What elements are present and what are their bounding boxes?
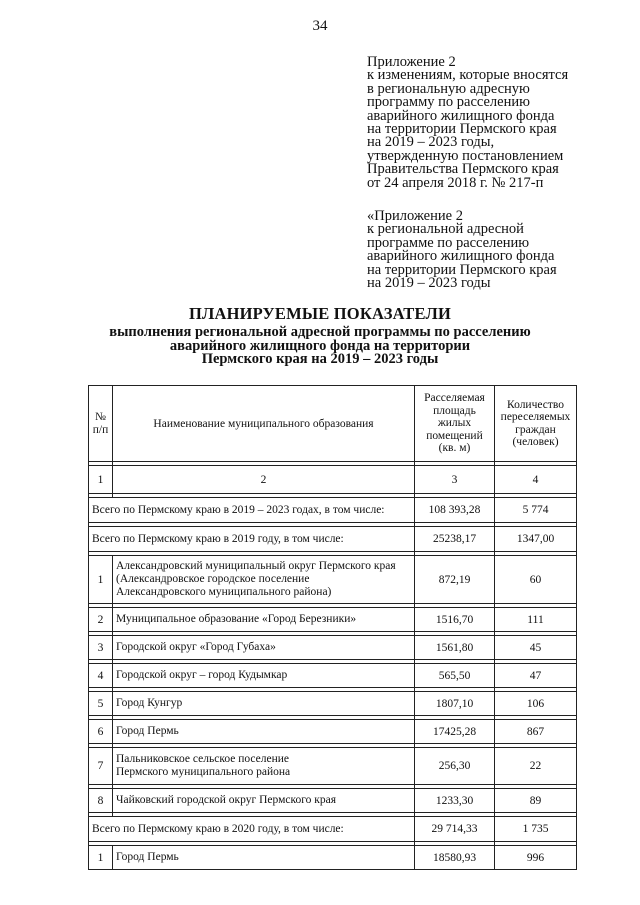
row-people: 89: [495, 789, 577, 813]
row-people: 867: [495, 720, 577, 744]
row-area: 17425,28: [415, 720, 495, 744]
row-num: 1: [89, 846, 113, 870]
annex-quote-line: программе по расселению: [367, 234, 530, 251]
column-number: 4: [495, 466, 577, 494]
total-people: 5 774: [495, 498, 577, 523]
row-people: 47: [495, 664, 577, 688]
table-header-row: [89, 386, 577, 462]
row-num: 6: [89, 720, 113, 744]
total-2020-row: [89, 817, 577, 842]
header-num: № п/п: [89, 386, 113, 462]
total-area: 25238,17: [415, 527, 495, 552]
table-row: [89, 789, 577, 813]
subtitle-line: Пермского края на 2019 – 2023 годы: [201, 351, 439, 368]
page-number: 34: [312, 18, 328, 34]
annex-quote: [367, 210, 632, 290]
row-num: 2: [89, 608, 113, 632]
header-people: Количество переселяемых граждан (человек): [495, 386, 577, 462]
header-name: Наименование муниципального образования: [113, 386, 415, 462]
column-number: 1: [89, 466, 113, 494]
annex-quote-line: аварийного жилищного фонда: [367, 248, 555, 265]
table-row: [89, 608, 577, 632]
table-row: [89, 692, 577, 716]
row-num: 5: [89, 692, 113, 716]
annex-line: к изменениям, которые вносятся: [367, 67, 569, 84]
total-label: Всего по Пермскому краю в 2019 году, в том числе:: [89, 527, 415, 552]
table-row: [89, 636, 577, 660]
annex-line: от 24 апреля 2018 г. № 217-п: [367, 174, 544, 191]
row-name: Пальниковское сельское поселение Пермского муниципального района: [113, 748, 415, 785]
column-number: 2: [113, 466, 415, 494]
annex-line: на территории Пермского края: [367, 121, 557, 138]
row-name: Чайковский городской округ Пермского края: [113, 789, 415, 813]
annex-line: Правительства Пермского края: [367, 161, 559, 178]
annex-quote-line: на 2019 – 2023 годы: [367, 275, 491, 292]
row-area: 1233,30: [415, 789, 495, 813]
annex-quote-line: на территории Пермского края: [367, 261, 557, 278]
row-area: 1807,10: [415, 692, 495, 716]
indicators-table: [88, 385, 577, 870]
row-people: 996: [495, 846, 577, 870]
total-label: Всего по Пермскому краю в 2020 году, в том числе:: [89, 817, 415, 842]
annex-quote-line: к региональной адресной: [367, 221, 524, 238]
row-people: 45: [495, 636, 577, 660]
row-area: 565,50: [415, 664, 495, 688]
table-row: [89, 846, 577, 870]
header-area: Расселяемая площадь жилых помещений (кв. м): [415, 386, 495, 462]
row-name: Город Кунгур: [113, 692, 415, 716]
row-num: 7: [89, 748, 113, 785]
subtitle-line: аварийного жилищного фонда на территории: [169, 337, 471, 354]
document-title: ПЛАНИРУЕМЫЕ ПОКАЗАТЕЛИ: [188, 304, 452, 323]
total-people: 1 735: [495, 817, 577, 842]
row-area: 1561,80: [415, 636, 495, 660]
row-area: 18580,93: [415, 846, 495, 870]
row-area: 1516,70: [415, 608, 495, 632]
total-area: 29 714,33: [415, 817, 495, 842]
row-num: 3: [89, 636, 113, 660]
row-num: 4: [89, 664, 113, 688]
row-name: Муниципальное образование «Город Березники»: [113, 608, 415, 632]
row-name: Александровский муниципальный округ Пермского края (Александровское городское поселение Александровского муниципального района): [113, 556, 415, 604]
annex-line: утвержденную постановлением: [367, 147, 564, 164]
row-num: 8: [89, 789, 113, 813]
row-name: Городской округ «Город Губаха»: [113, 636, 415, 660]
annex-quote-line: «Приложение 2: [367, 208, 463, 224]
row-people: 106: [495, 692, 577, 716]
total-people: 1347,00: [495, 527, 577, 552]
subtitle-line: выполнения региональной адресной программы по расселению: [109, 324, 531, 340]
row-name: Город Пермь: [113, 720, 415, 744]
table-row: [89, 556, 577, 604]
document-subtitle: [40, 326, 600, 367]
total-label: Всего по Пермскому краю в 2019 – 2023 годах, в том числе:: [89, 498, 415, 523]
column-number: 3: [415, 466, 495, 494]
column-numbers-row: [89, 466, 577, 494]
total-all-row: [89, 498, 577, 523]
annex-line: аварийного жилищного фонда: [367, 107, 555, 124]
row-area: 872,19: [415, 556, 495, 604]
row-people: 111: [495, 608, 577, 632]
row-people: 22: [495, 748, 577, 785]
annex-line: Приложение 2: [367, 54, 456, 70]
annex-line: на 2019 – 2023 годы,: [367, 134, 495, 151]
table-row: [89, 720, 577, 744]
table-row: [89, 748, 577, 785]
row-name: Городской округ – город Кудымкар: [113, 664, 415, 688]
row-name: Город Пермь: [113, 846, 415, 870]
annex-line: программу по расселению: [367, 94, 530, 111]
row-num: 1: [89, 556, 113, 604]
row-people: 60: [495, 556, 577, 604]
table-row: [89, 664, 577, 688]
total-2019-row: [89, 527, 577, 552]
annex-line: в региональную адресную: [367, 80, 530, 97]
total-area: 108 393,28: [415, 498, 495, 523]
annex-header: [367, 56, 632, 190]
row-area: 256,30: [415, 748, 495, 785]
